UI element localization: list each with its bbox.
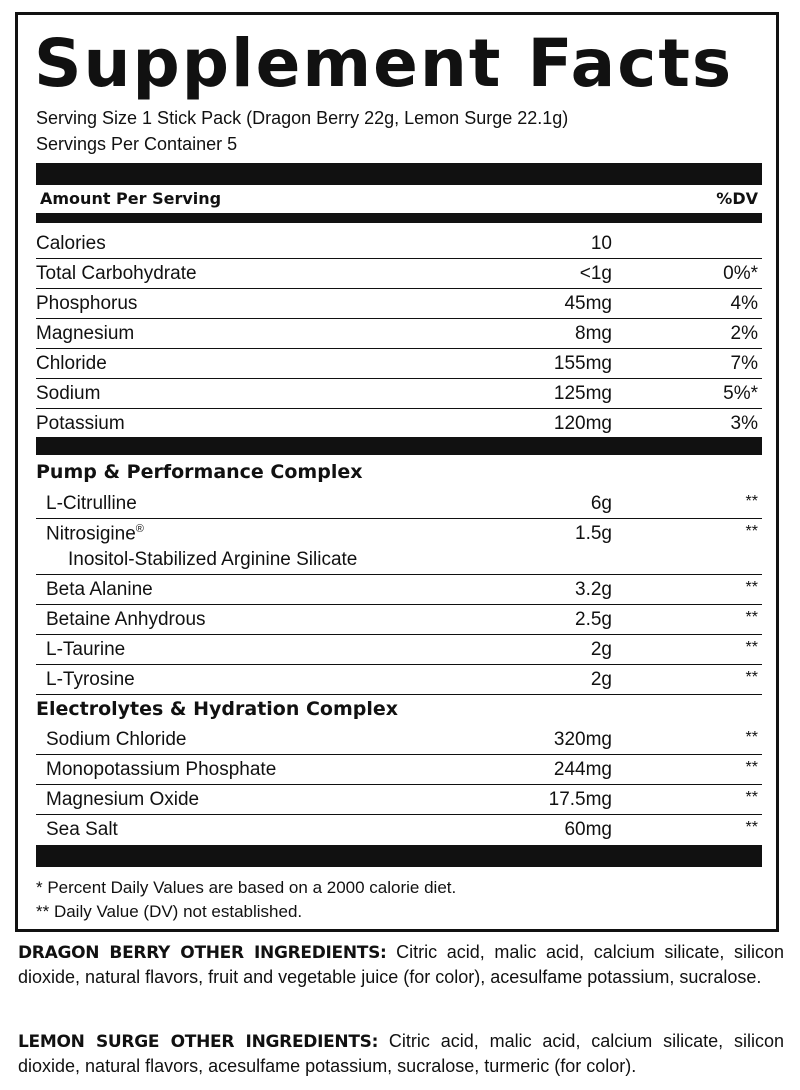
ingredient-row: Magnesium Oxide 17.5mg ** bbox=[36, 785, 762, 815]
nutrient-row: Chloride 155mg 7% bbox=[36, 349, 762, 379]
ingredient-row: Monopotassium Phosphate 244mg ** bbox=[36, 755, 762, 785]
nutrient-row: Total Carbohydrate <1g 0%* bbox=[36, 259, 762, 289]
ingredient-row: Sodium Chloride 320mg ** bbox=[36, 725, 762, 755]
pump-complex-title: Pump & Performance Complex bbox=[36, 461, 363, 483]
registered-mark: ® bbox=[135, 523, 144, 535]
nutrient-row: Magnesium 8mg 2% bbox=[36, 319, 762, 349]
ingredient-subtitle: Inositol-Stabilized Arginine Silicate bbox=[68, 549, 358, 570]
nutrient-row: Calories 10 bbox=[36, 229, 762, 259]
ingredient-row: L-Taurine 2g ** bbox=[36, 635, 762, 665]
supplement-facts-panel bbox=[15, 12, 779, 932]
dragon-berry-text: Citric acid, malic acid, calcium silicate, silicon dioxide, natural flavors, fruit and vegetable juice (for color), acesulfame potassium, sucralose. bbox=[18, 942, 784, 987]
nutrient-row: Potassium 120mg 3% bbox=[36, 413, 758, 434]
footnote-percent-dv: * Percent Daily Values are based on a 2000 calorie diet. bbox=[36, 878, 457, 897]
ingredient-row: Betaine Anhydrous 2.5g ** bbox=[36, 605, 762, 635]
ingredient-row: Sea Salt 60mg ** bbox=[46, 819, 758, 840]
lemon-surge-label: LEMON SURGE OTHER INGREDIENTS: bbox=[18, 1032, 379, 1052]
dragon-berry-ingredients bbox=[18, 940, 784, 989]
dv-label: %DV bbox=[716, 189, 758, 208]
thick-divider bbox=[36, 437, 762, 455]
thick-divider bbox=[36, 845, 762, 867]
serving-size: Serving Size 1 Stick Pack (Dragon Berry 22g, Lemon Surge 22.1g) bbox=[36, 108, 569, 128]
ingredient-row: L-Tyrosine 2g ** bbox=[36, 665, 762, 695]
panel-title: Supplement Facts bbox=[34, 25, 734, 102]
lemon-surge-text: Citric acid, malic acid, calcium silicate, silicon dioxide, natural flavors, acesulfame potassium, sucralose, turmeric (for color). bbox=[18, 1031, 784, 1076]
ingredient-row: Nitrosigine® Inositol-Stabilized Arginine Silicate 1.5g ** bbox=[36, 519, 762, 575]
dragon-berry-label: DRAGON BERRY OTHER INGREDIENTS: bbox=[18, 943, 387, 963]
amount-per-serving-label: Amount Per Serving bbox=[40, 189, 222, 208]
medium-divider bbox=[36, 213, 762, 223]
nutrient-row: Sodium 125mg 5%* bbox=[36, 379, 762, 409]
electrolyte-complex-title: Electrolytes & Hydration Complex bbox=[36, 698, 399, 720]
footnote-dv-not-established: ** Daily Value (DV) not established. bbox=[36, 902, 303, 921]
thick-divider bbox=[36, 163, 762, 185]
ingredient-row: Beta Alanine 3.2g ** bbox=[36, 575, 762, 605]
nutrient-row: Phosphorus 45mg 4% bbox=[36, 289, 762, 319]
lemon-surge-ingredients bbox=[18, 1029, 784, 1078]
ingredient-row: L-Citrulline 6g ** bbox=[36, 489, 762, 519]
servings-per-container: Servings Per Container 5 bbox=[36, 134, 238, 154]
